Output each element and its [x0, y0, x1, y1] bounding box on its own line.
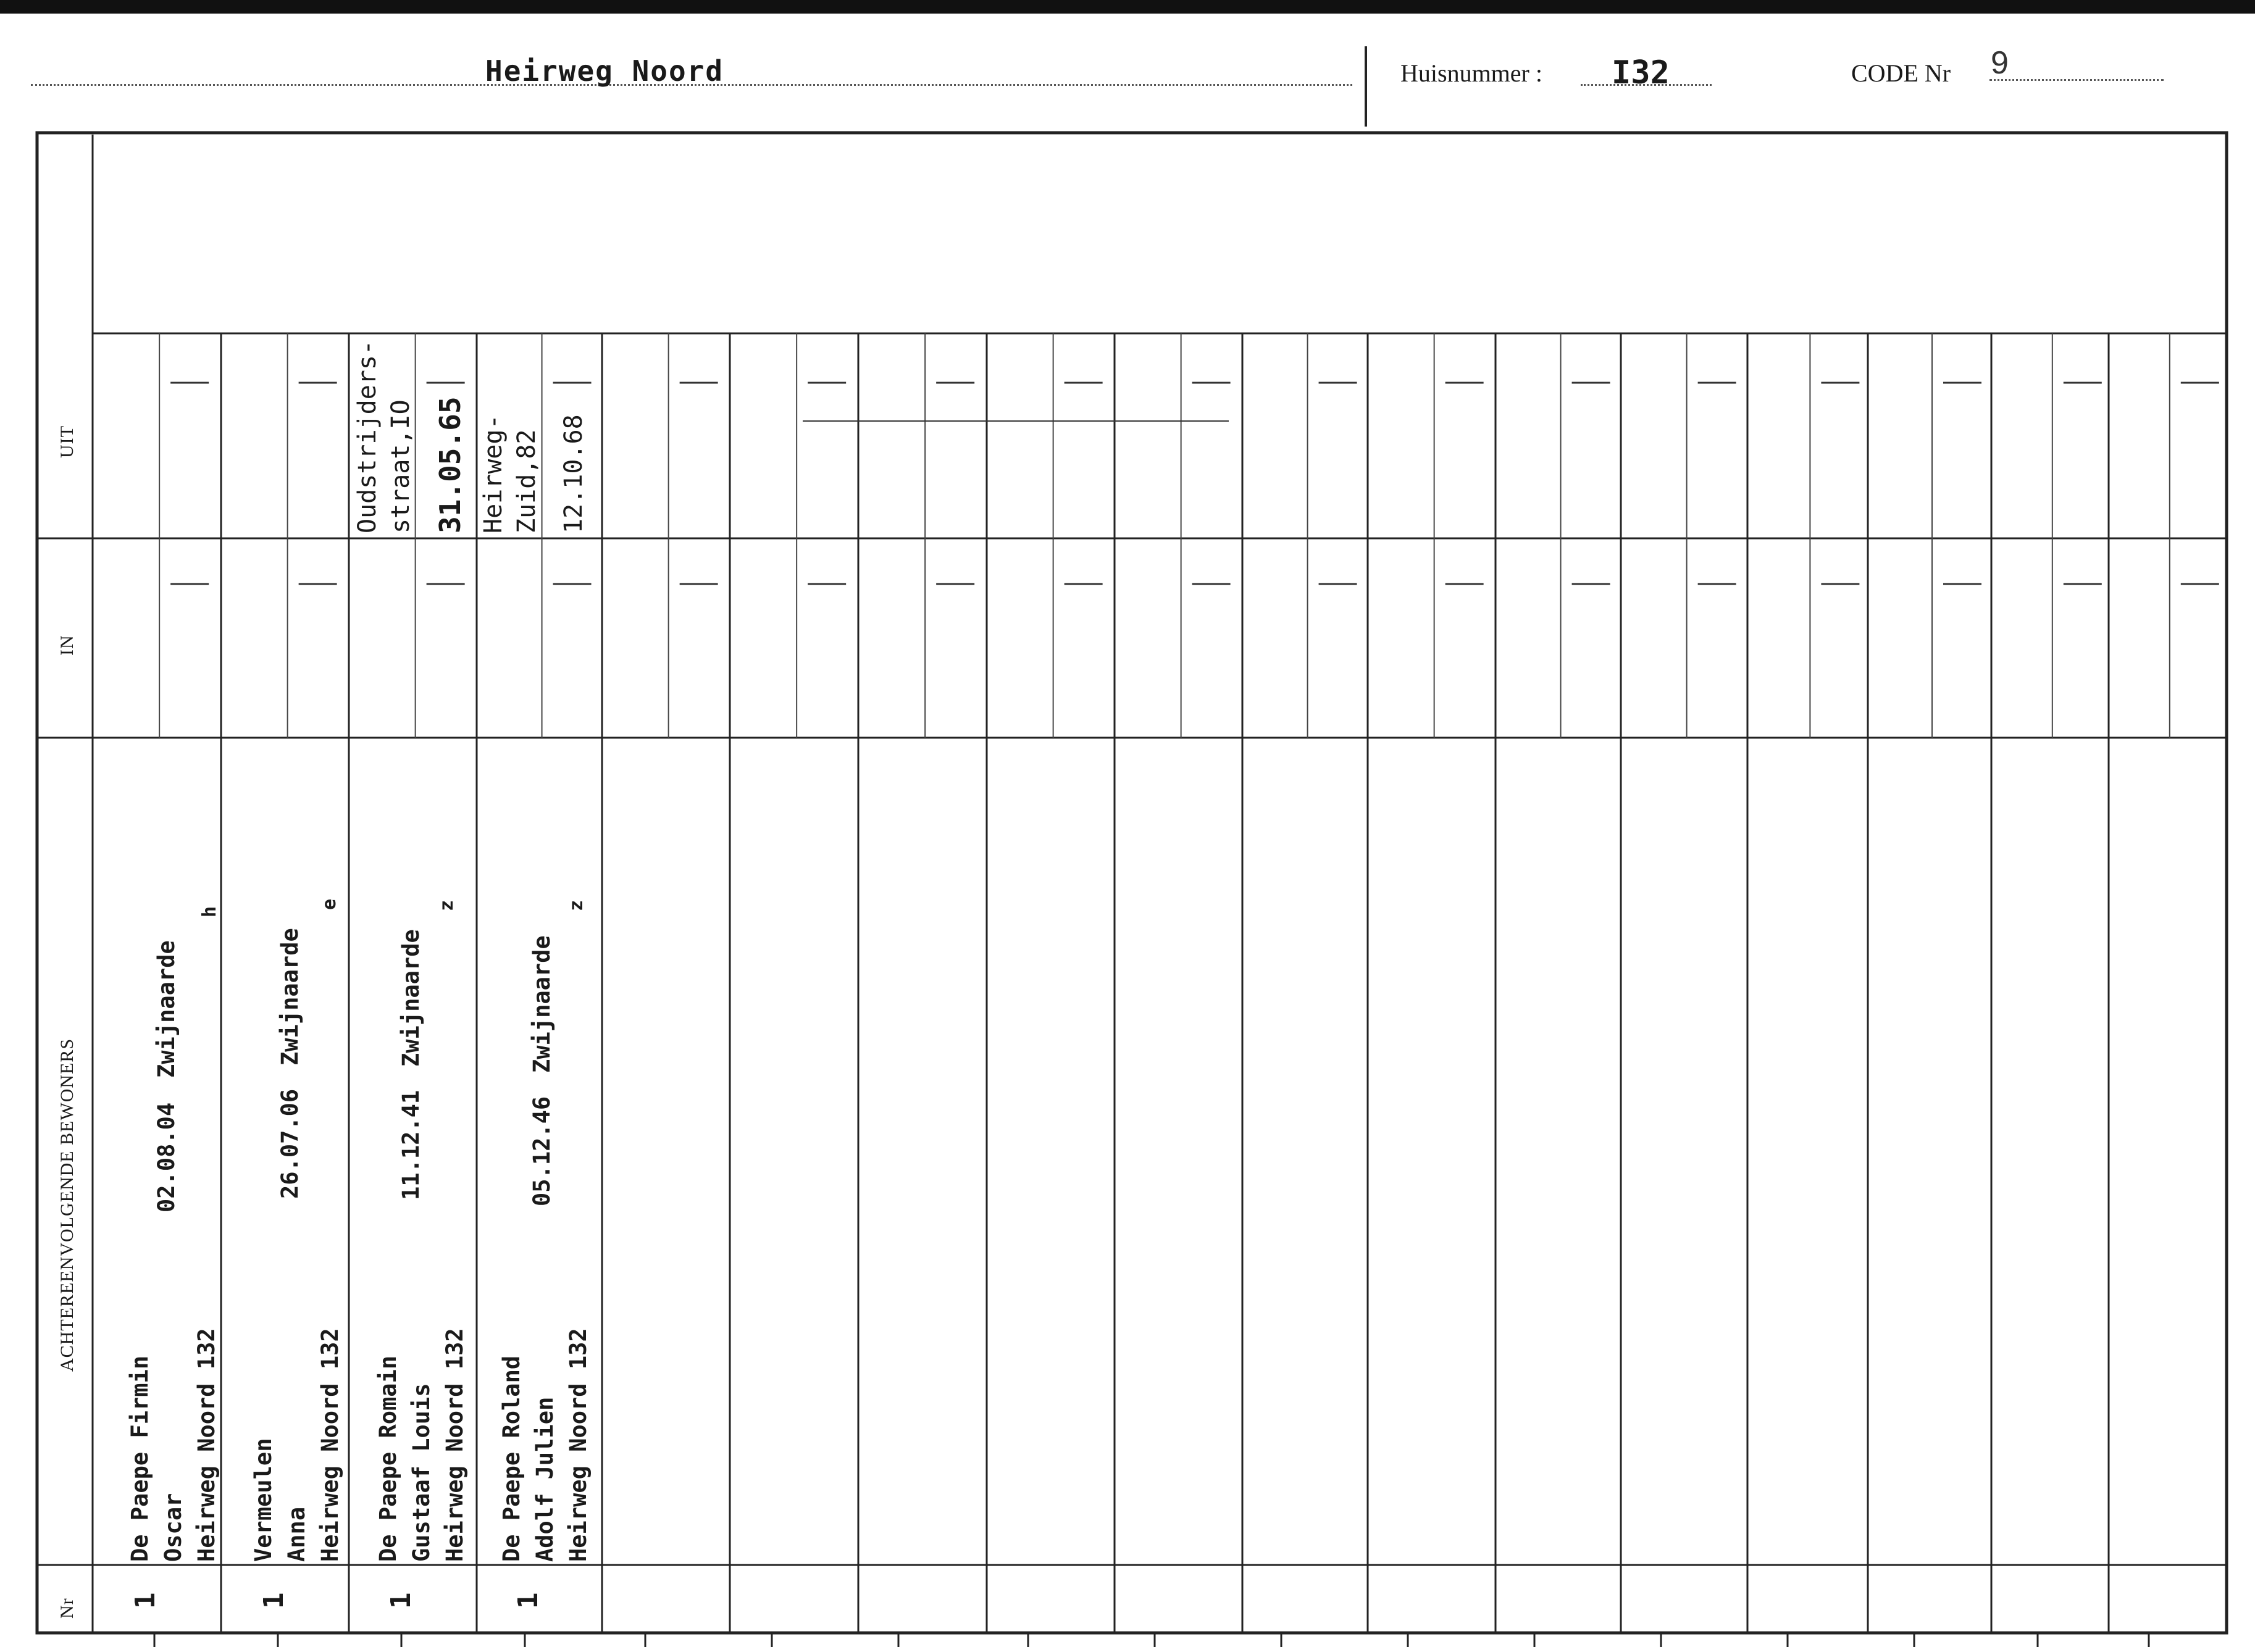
resident-3-uit-address	[351, 340, 417, 533]
resident-4-address: Heirweg Noord 132	[565, 1328, 592, 1562]
code-value: 9	[1991, 45, 2009, 81]
resident-3-uit-date: 31.05.65	[433, 396, 467, 533]
resident-4-name-block	[495, 1328, 595, 1562]
resident-1-name-line-2: Oscar	[160, 1493, 186, 1562]
resident-3-name-line-1: De Paepe Romain	[375, 1355, 401, 1562]
resident-3-nr: 1	[385, 1592, 417, 1609]
resident-1-name-line-1: De Paepe Firmin	[127, 1355, 153, 1562]
resident-2-birth-date: 26.07.06	[277, 1088, 303, 1199]
resident-4-code-suffix: z	[566, 899, 587, 911]
resident-3-address: Heirweg Noord 132	[441, 1328, 468, 1562]
resident-4-uit-date: 12.10.68	[559, 414, 588, 533]
resident-4-birth-date: 05.12.46	[529, 1096, 555, 1206]
resident-4-uit-address	[477, 414, 543, 533]
resident-4-name-line-1: De Paepe Roland	[498, 1355, 525, 1562]
resident-2-address: Heirweg Noord 132	[317, 1328, 343, 1562]
resident-3-name-block	[372, 1328, 472, 1562]
resident-1-name-block	[123, 1328, 224, 1562]
resident-3-birth-date: 11.12.41	[398, 1090, 424, 1200]
resident-3-code-suffix: z	[436, 899, 458, 911]
code-label: CODE Nr	[1851, 59, 1951, 87]
resident-1-birth-place: Zwijnaarde	[153, 940, 180, 1078]
resident-1-birth-date: 02.08.04	[153, 1102, 180, 1212]
resident-3-name-line-2: Gustaaf Louis	[408, 1383, 435, 1562]
resident-2-nr: 1	[258, 1592, 290, 1609]
street-name: Heirweg Noord	[485, 54, 724, 88]
resident-4-nr: 1	[512, 1592, 544, 1609]
resident-2-name-block	[247, 1328, 347, 1562]
huisnummer-value: I32	[1612, 54, 1670, 91]
resident-2-code-suffix: e	[319, 898, 340, 910]
resident-3-uit-line-1: Oudstrijders-	[353, 340, 382, 533]
resident-4-birth-place: Zwijnaarde	[529, 935, 555, 1073]
huisnummer-label: Huisnummer :	[1400, 59, 1542, 87]
resident-3-uit-line-2: straat,IO	[387, 399, 415, 533]
resident-4-uit-line-2: Zuid,82	[512, 429, 541, 533]
resident-1-code-suffix: h	[199, 906, 220, 917]
nr-column-label: Nr	[57, 1598, 77, 1619]
resident-2-name-line-2: Anna	[283, 1506, 310, 1562]
uit-column-label: UIT	[57, 425, 77, 458]
resident-1-address: Heirweg Noord 132	[193, 1328, 220, 1562]
resident-2-birth-place: Zwijnaarde	[277, 928, 303, 1066]
resident-2-name-line-1: Vermeulen	[250, 1438, 277, 1562]
bewoners-column-label: ACHTEREENVOLGENDE BEWONERS	[57, 1038, 77, 1372]
in-column-label: IN	[57, 635, 77, 656]
resident-3-birth-place: Zwijnaarde	[398, 929, 424, 1067]
resident-4-uit-line-1: Heirweg-	[479, 414, 508, 533]
resident-1-nr: 1	[130, 1592, 161, 1609]
resident-4-name-line-2: Adolf Julien	[532, 1396, 558, 1562]
